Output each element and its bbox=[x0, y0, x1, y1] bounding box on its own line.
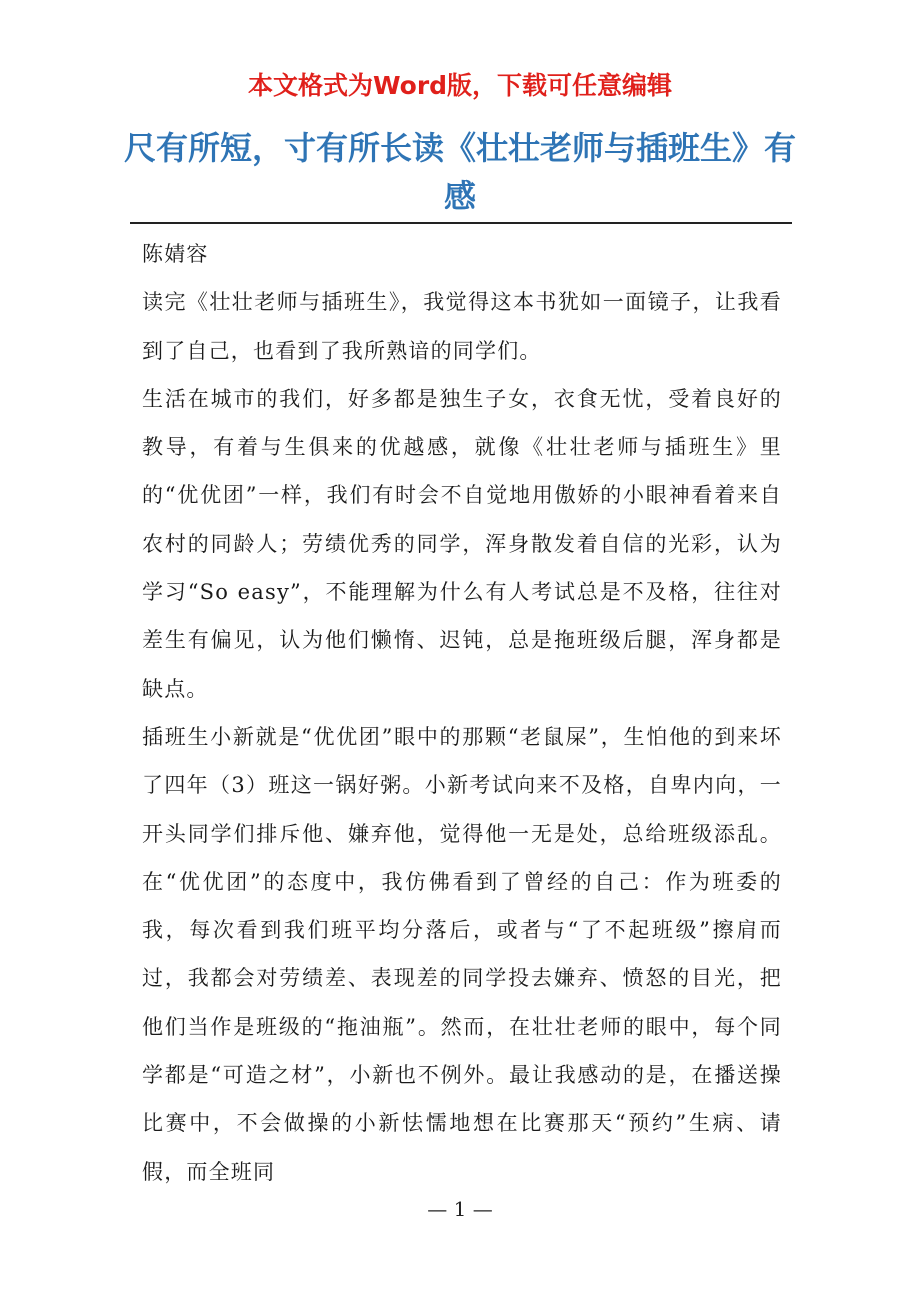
title-divider bbox=[130, 222, 792, 224]
download-banner: 本文格式为Word版，下载可任意编辑 bbox=[247, 71, 673, 100]
paragraph: 生活在城市的我们，好多都是独生子女，衣食无忧，受着良好的教导，有着与生俱来的优越感，就像《壮壮老师与插班生》里的“优优团”一样，我们有时会不自觉地用傲娇的小眼神看着来自农村的同龄人；劳绩优秀的同学，浑身散发着自信的光彩，认为学习“So easy”，不能理解为什么有人考试总是不及格，往往对差生有偏见，认为他们懒惰、迟钝，总是拖班级后腿，浑身都是缺点。 bbox=[142, 386, 782, 701]
document-body bbox=[142, 230, 782, 1196]
paragraph: 插班生小新就是“优优团”眼中的那颗“老鼠屎”，生怕他的到来坏了四年（3）班这一锅好粥。小新考试向来不及格，自卑内向，一开头同学们排斥他、嫌弃他，觉得他一无是处，总给班级添乱。在“优优团”的态度中，我仿佛看到了曾经的自己：作为班委的我，每次看到我们班平均分落后，或者与“了不起班级”擦肩而过，我都会对劳绩差、表现差的同学投去嫌弃、愤怒的目光，把他们当作是班级的“拖油瓶”。然而，在壮壮老师的眼中，每个同学都是“可造之材”，小新也不例外。最让我感动的是，在播送操比赛中，不会做操的小新怯懦地想在比赛那天“预约”生病、请假，而全班同 bbox=[142, 724, 782, 1184]
document-title: 尺有所短，寸有所长读《壮壮老师与插班生》有感 bbox=[123, 129, 796, 215]
paragraph: 读完《壮壮老师与插班生》，我觉得这本书犹如一面镜子，让我看到了自己，也看到了我所熟谙的同学们。 bbox=[142, 290, 782, 363]
page-number: — 1 — bbox=[427, 1197, 493, 1221]
author-line: 陈婧容 bbox=[142, 242, 209, 266]
